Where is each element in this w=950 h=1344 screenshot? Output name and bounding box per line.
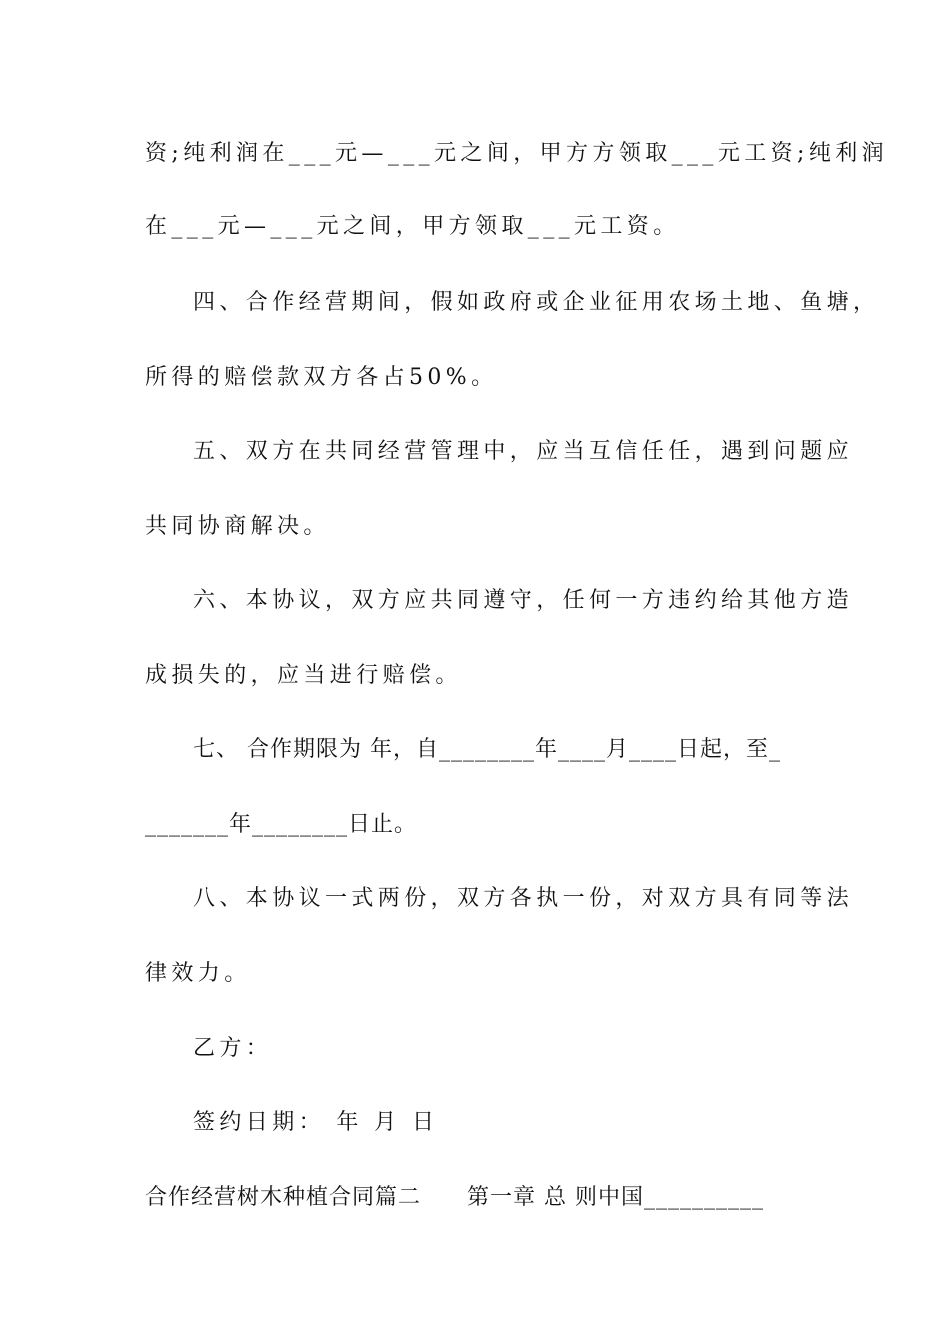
clause-six-line-1: 六、本协议，双方应共同遵守，任何一方违约给其他方造	[193, 588, 854, 613]
clause-seven-line-2: _______年________日止。	[145, 812, 418, 837]
clause-four-line-1: 四、合作经营期间，假如政府或企业征用农场土地、鱼塘，	[193, 290, 880, 315]
clause-eight-line-2: 律效力。	[145, 961, 251, 986]
clause-eight-line-1: 八、本协议一式两份，双方各执一份，对双方具有同等法	[193, 886, 854, 911]
clause-five-line-1: 五、双方在共同经营管理中，应当互信任任，遇到问题应	[193, 439, 854, 464]
clause-six-line-2: 成损失的，应当进行赔偿。	[145, 663, 462, 688]
clause-five-line-2: 共同协商解决。	[145, 514, 330, 539]
section-heading-line: 合作经营树木种植合同篇二 第一章 总 则中国__________	[145, 1185, 764, 1210]
party-b-label: 乙方：	[193, 1036, 273, 1061]
clause-seven-line-1: 七、 合作期限为 年，自________年____月____日起，至_	[193, 737, 781, 762]
clause-four-line-2: 所得的赔偿款双方各占50%。	[145, 365, 498, 390]
signing-date-label: 签约日期： 年 月 日	[193, 1110, 439, 1135]
paragraph-line: 在___元—___元之间，甲方领取___元工资。	[145, 214, 680, 239]
paragraph-line: 资;纯利润在___元—___元之间，甲方方领取___元工资;纯利润	[145, 141, 889, 166]
